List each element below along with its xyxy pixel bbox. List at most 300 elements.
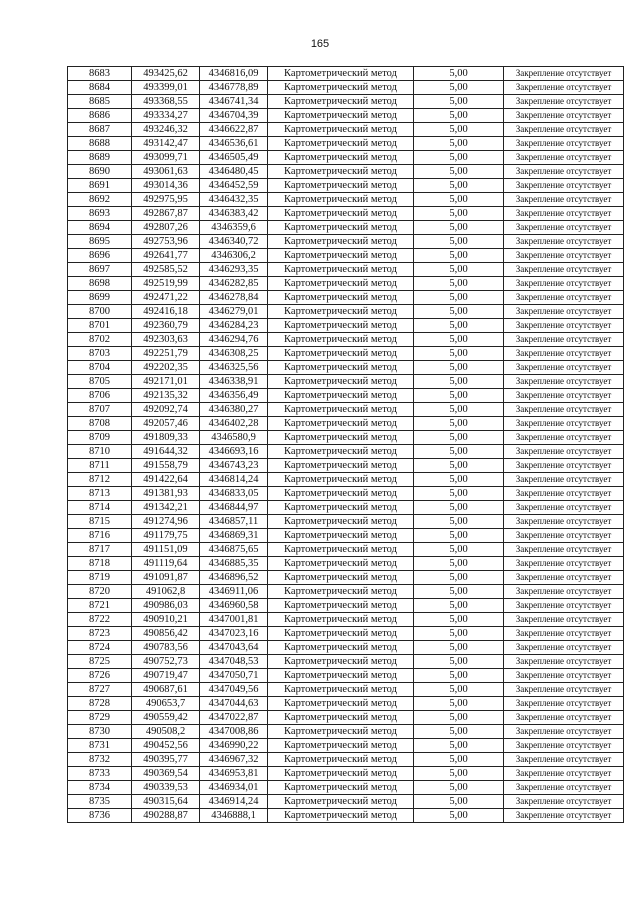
point-number-cell: 8690 <box>68 165 132 179</box>
method-cell: Картометрический метод <box>268 347 414 361</box>
x-coordinate-cell: 490452,56 <box>132 739 200 753</box>
method-cell: Картометрический метод <box>268 669 414 683</box>
fixation-cell: Закрепление отсутствует <box>504 333 624 347</box>
y-coordinate-cell: 4346294,76 <box>200 333 268 347</box>
x-coordinate-cell: 490986,03 <box>132 599 200 613</box>
table-row <box>68 697 624 711</box>
y-coordinate-cell: 4346869,31 <box>200 529 268 543</box>
y-coordinate-cell: 4347022,87 <box>200 711 268 725</box>
fixation-cell: Закрепление отсутствует <box>504 207 624 221</box>
x-coordinate-cell: 492303,63 <box>132 333 200 347</box>
accuracy-cell: 5,00 <box>414 711 504 725</box>
table-row <box>68 221 624 235</box>
y-coordinate-cell: 4346356,49 <box>200 389 268 403</box>
point-number-cell: 8708 <box>68 417 132 431</box>
x-coordinate-cell: 491809,33 <box>132 431 200 445</box>
table-row <box>68 165 624 179</box>
method-cell: Картометрический метод <box>268 641 414 655</box>
fixation-cell: Закрепление отсутствует <box>504 557 624 571</box>
method-cell: Картометрический метод <box>268 753 414 767</box>
x-coordinate-cell: 491179,75 <box>132 529 200 543</box>
y-coordinate-cell: 4346622,87 <box>200 123 268 137</box>
accuracy-cell: 5,00 <box>414 501 504 515</box>
accuracy-cell: 5,00 <box>414 767 504 781</box>
method-cell: Картометрический метод <box>268 501 414 515</box>
accuracy-cell: 5,00 <box>414 95 504 109</box>
table-row <box>68 235 624 249</box>
x-coordinate-cell: 491119,64 <box>132 557 200 571</box>
point-number-cell: 8731 <box>68 739 132 753</box>
fixation-cell: Закрепление отсутствует <box>504 291 624 305</box>
point-number-cell: 8684 <box>68 81 132 95</box>
x-coordinate-cell: 491381,93 <box>132 487 200 501</box>
accuracy-cell: 5,00 <box>414 543 504 557</box>
point-number-cell: 8729 <box>68 711 132 725</box>
method-cell: Картометрический метод <box>268 725 414 739</box>
fixation-cell: Закрепление отсутствует <box>504 305 624 319</box>
x-coordinate-cell: 491422,64 <box>132 473 200 487</box>
point-number-cell: 8717 <box>68 543 132 557</box>
accuracy-cell: 5,00 <box>414 207 504 221</box>
table-row <box>68 711 624 725</box>
accuracy-cell: 5,00 <box>414 333 504 347</box>
x-coordinate-cell: 492135,32 <box>132 389 200 403</box>
point-number-cell: 8727 <box>68 683 132 697</box>
point-number-cell: 8686 <box>68 109 132 123</box>
table-row <box>68 473 624 487</box>
x-coordinate-cell: 492057,46 <box>132 417 200 431</box>
accuracy-cell: 5,00 <box>414 529 504 543</box>
point-number-cell: 8704 <box>68 361 132 375</box>
table-row <box>68 599 624 613</box>
y-coordinate-cell: 4346814,24 <box>200 473 268 487</box>
y-coordinate-cell: 4346306,2 <box>200 249 268 263</box>
y-coordinate-cell: 4346383,42 <box>200 207 268 221</box>
y-coordinate-cell: 4346967,32 <box>200 753 268 767</box>
method-cell: Картометрический метод <box>268 613 414 627</box>
x-coordinate-cell: 492471,22 <box>132 291 200 305</box>
x-coordinate-cell: 492585,52 <box>132 263 200 277</box>
x-coordinate-cell: 492807,26 <box>132 221 200 235</box>
accuracy-cell: 5,00 <box>414 627 504 641</box>
x-coordinate-cell: 492753,96 <box>132 235 200 249</box>
y-coordinate-cell: 4346885,35 <box>200 557 268 571</box>
point-number-cell: 8687 <box>68 123 132 137</box>
accuracy-cell: 5,00 <box>414 655 504 669</box>
method-cell: Картометрический метод <box>268 683 414 697</box>
fixation-cell: Закрепление отсутствует <box>504 571 624 585</box>
table-row <box>68 207 624 221</box>
fixation-cell: Закрепление отсутствует <box>504 137 624 151</box>
x-coordinate-cell: 490719,47 <box>132 669 200 683</box>
y-coordinate-cell: 4346293,35 <box>200 263 268 277</box>
x-coordinate-cell: 493334,27 <box>132 109 200 123</box>
x-coordinate-cell: 491274,96 <box>132 515 200 529</box>
point-number-cell: 8700 <box>68 305 132 319</box>
x-coordinate-cell: 490369,54 <box>132 767 200 781</box>
table-row <box>68 515 624 529</box>
table-row <box>68 347 624 361</box>
table-row <box>68 459 624 473</box>
point-number-cell: 8696 <box>68 249 132 263</box>
fixation-cell: Закрепление отсутствует <box>504 683 624 697</box>
x-coordinate-cell: 490315,64 <box>132 795 200 809</box>
y-coordinate-cell: 4346284,23 <box>200 319 268 333</box>
x-coordinate-cell: 493246,32 <box>132 123 200 137</box>
table-row <box>68 529 624 543</box>
x-coordinate-cell: 492360,79 <box>132 319 200 333</box>
method-cell: Картометрический метод <box>268 319 414 333</box>
method-cell: Картометрический метод <box>268 179 414 193</box>
point-number-cell: 8688 <box>68 137 132 151</box>
method-cell: Картометрический метод <box>268 655 414 669</box>
table-row <box>68 739 624 753</box>
fixation-cell: Закрепление отсутствует <box>504 753 624 767</box>
method-cell: Картометрический метод <box>268 123 414 137</box>
y-coordinate-cell: 4346875,65 <box>200 543 268 557</box>
x-coordinate-cell: 490339,53 <box>132 781 200 795</box>
y-coordinate-cell: 4346359,6 <box>200 221 268 235</box>
table-row <box>68 781 624 795</box>
accuracy-cell: 5,00 <box>414 809 504 823</box>
fixation-cell: Закрепление отсутствует <box>504 389 624 403</box>
table-row <box>68 109 624 123</box>
method-cell: Картометрический метод <box>268 809 414 823</box>
x-coordinate-cell: 490910,21 <box>132 613 200 627</box>
point-number-cell: 8703 <box>68 347 132 361</box>
y-coordinate-cell: 4346934,01 <box>200 781 268 795</box>
method-cell: Картометрический метод <box>268 445 414 459</box>
y-coordinate-cell: 4346402,28 <box>200 417 268 431</box>
table-row <box>68 95 624 109</box>
x-coordinate-cell: 492975,95 <box>132 193 200 207</box>
accuracy-cell: 5,00 <box>414 739 504 753</box>
point-number-cell: 8723 <box>68 627 132 641</box>
point-number-cell: 8724 <box>68 641 132 655</box>
point-number-cell: 8706 <box>68 389 132 403</box>
point-number-cell: 8732 <box>68 753 132 767</box>
fixation-cell: Закрепление отсутствует <box>504 109 624 123</box>
table-row <box>68 179 624 193</box>
method-cell: Картометрический метод <box>268 585 414 599</box>
accuracy-cell: 5,00 <box>414 697 504 711</box>
x-coordinate-cell: 492251,79 <box>132 347 200 361</box>
fixation-cell: Закрепление отсутствует <box>504 627 624 641</box>
point-number-cell: 8719 <box>68 571 132 585</box>
table-row <box>68 445 624 459</box>
accuracy-cell: 5,00 <box>414 669 504 683</box>
method-cell: Картометрический метод <box>268 417 414 431</box>
method-cell: Картометрический метод <box>268 151 414 165</box>
accuracy-cell: 5,00 <box>414 221 504 235</box>
accuracy-cell: 5,00 <box>414 277 504 291</box>
fixation-cell: Закрепление отсутствует <box>504 529 624 543</box>
table-row <box>68 501 624 515</box>
x-coordinate-cell: 491558,79 <box>132 459 200 473</box>
table-row <box>68 67 624 81</box>
table-row <box>68 137 624 151</box>
point-number-cell: 8720 <box>68 585 132 599</box>
point-number-cell: 8693 <box>68 207 132 221</box>
table-row <box>68 543 624 557</box>
accuracy-cell: 5,00 <box>414 599 504 613</box>
accuracy-cell: 5,00 <box>414 235 504 249</box>
accuracy-cell: 5,00 <box>414 375 504 389</box>
point-number-cell: 8736 <box>68 809 132 823</box>
method-cell: Картометрический метод <box>268 221 414 235</box>
y-coordinate-cell: 4346536,61 <box>200 137 268 151</box>
table-row <box>68 613 624 627</box>
table-row <box>68 319 624 333</box>
accuracy-cell: 5,00 <box>414 291 504 305</box>
accuracy-cell: 5,00 <box>414 781 504 795</box>
table-row <box>68 151 624 165</box>
fixation-cell: Закрепление отсутствует <box>504 375 624 389</box>
point-number-cell: 8698 <box>68 277 132 291</box>
y-coordinate-cell: 4346452,59 <box>200 179 268 193</box>
table-row <box>68 767 624 781</box>
y-coordinate-cell: 4346857,11 <box>200 515 268 529</box>
x-coordinate-cell: 493399,01 <box>132 81 200 95</box>
method-cell: Картометрический метод <box>268 557 414 571</box>
fixation-cell: Закрепление отсутствует <box>504 431 624 445</box>
fixation-cell: Закрепление отсутствует <box>504 249 624 263</box>
accuracy-cell: 5,00 <box>414 459 504 473</box>
accuracy-cell: 5,00 <box>414 165 504 179</box>
method-cell: Картометрический метод <box>268 431 414 445</box>
point-number-cell: 8712 <box>68 473 132 487</box>
fixation-cell: Закрепление отсутствует <box>504 641 624 655</box>
fixation-cell: Закрепление отсутствует <box>504 459 624 473</box>
point-number-cell: 8702 <box>68 333 132 347</box>
fixation-cell: Закрепление отсутствует <box>504 739 624 753</box>
accuracy-cell: 5,00 <box>414 361 504 375</box>
y-coordinate-cell: 4347048,53 <box>200 655 268 669</box>
table-row <box>68 193 624 207</box>
method-cell: Картометрический метод <box>268 249 414 263</box>
y-coordinate-cell: 4346278,84 <box>200 291 268 305</box>
y-coordinate-cell: 4347044,63 <box>200 697 268 711</box>
y-coordinate-cell: 4346833,05 <box>200 487 268 501</box>
x-coordinate-cell: 492641,77 <box>132 249 200 263</box>
fixation-cell: Закрепление отсутствует <box>504 445 624 459</box>
accuracy-cell: 5,00 <box>414 347 504 361</box>
fixation-cell: Закрепление отсутствует <box>504 795 624 809</box>
table-row <box>68 375 624 389</box>
table-row <box>68 683 624 697</box>
table-row <box>68 361 624 375</box>
method-cell: Картометрический метод <box>268 767 414 781</box>
table-row <box>68 809 624 823</box>
y-coordinate-cell: 4347008,86 <box>200 725 268 739</box>
method-cell: Картометрический метод <box>268 627 414 641</box>
table-row <box>68 641 624 655</box>
point-number-cell: 8683 <box>68 67 132 81</box>
point-number-cell: 8695 <box>68 235 132 249</box>
point-number-cell: 8730 <box>68 725 132 739</box>
y-coordinate-cell: 4346960,58 <box>200 599 268 613</box>
method-cell: Картометрический метод <box>268 599 414 613</box>
method-cell: Картометрический метод <box>268 739 414 753</box>
y-coordinate-cell: 4346432,35 <box>200 193 268 207</box>
fixation-cell: Закрепление отсутствует <box>504 151 624 165</box>
x-coordinate-cell: 493099,71 <box>132 151 200 165</box>
fixation-cell: Закрепление отсутствует <box>504 263 624 277</box>
method-cell: Картометрический метод <box>268 263 414 277</box>
fixation-cell: Закрепление отсутствует <box>504 123 624 137</box>
fixation-cell: Закрепление отсутствует <box>504 179 624 193</box>
fixation-cell: Закрепление отсутствует <box>504 473 624 487</box>
x-coordinate-cell: 493368,55 <box>132 95 200 109</box>
x-coordinate-cell: 490752,73 <box>132 655 200 669</box>
table-row <box>68 487 624 501</box>
fixation-cell: Закрепление отсутствует <box>504 767 624 781</box>
x-coordinate-cell: 490395,77 <box>132 753 200 767</box>
x-coordinate-cell: 491342,21 <box>132 501 200 515</box>
accuracy-cell: 5,00 <box>414 725 504 739</box>
accuracy-cell: 5,00 <box>414 571 504 585</box>
accuracy-cell: 5,00 <box>414 683 504 697</box>
fixation-cell: Закрепление отсутствует <box>504 809 624 823</box>
method-cell: Картометрический метод <box>268 697 414 711</box>
fixation-cell: Закрепление отсутствует <box>504 417 624 431</box>
method-cell: Картометрический метод <box>268 403 414 417</box>
point-number-cell: 8734 <box>68 781 132 795</box>
fixation-cell: Закрепление отсутствует <box>504 711 624 725</box>
point-number-cell: 8722 <box>68 613 132 627</box>
method-cell: Картометрический метод <box>268 193 414 207</box>
method-cell: Картометрический метод <box>268 459 414 473</box>
y-coordinate-cell: 4346279,01 <box>200 305 268 319</box>
x-coordinate-cell: 490653,7 <box>132 697 200 711</box>
accuracy-cell: 5,00 <box>414 403 504 417</box>
y-coordinate-cell: 4346282,85 <box>200 277 268 291</box>
fixation-cell: Закрепление отсутствует <box>504 165 624 179</box>
point-number-cell: 8733 <box>68 767 132 781</box>
table-row <box>68 249 624 263</box>
y-coordinate-cell: 4346953,81 <box>200 767 268 781</box>
fixation-cell: Закрепление отсутствует <box>504 585 624 599</box>
accuracy-cell: 5,00 <box>414 319 504 333</box>
x-coordinate-cell: 491644,32 <box>132 445 200 459</box>
accuracy-cell: 5,00 <box>414 151 504 165</box>
point-number-cell: 8710 <box>68 445 132 459</box>
point-number-cell: 8709 <box>68 431 132 445</box>
y-coordinate-cell: 4346914,24 <box>200 795 268 809</box>
accuracy-cell: 5,00 <box>414 473 504 487</box>
method-cell: Картометрический метод <box>268 67 414 81</box>
y-coordinate-cell: 4346743,23 <box>200 459 268 473</box>
table-row <box>68 291 624 305</box>
fixation-cell: Закрепление отсутствует <box>504 599 624 613</box>
y-coordinate-cell: 4347049,56 <box>200 683 268 697</box>
y-coordinate-cell: 4346816,09 <box>200 67 268 81</box>
accuracy-cell: 5,00 <box>414 193 504 207</box>
table-row <box>68 753 624 767</box>
x-coordinate-cell: 490288,87 <box>132 809 200 823</box>
fixation-cell: Закрепление отсутствует <box>504 725 624 739</box>
fixation-cell: Закрепление отсутствует <box>504 697 624 711</box>
x-coordinate-cell: 492171,01 <box>132 375 200 389</box>
x-coordinate-cell: 493425,62 <box>132 67 200 81</box>
method-cell: Картометрический метод <box>268 473 414 487</box>
table-row <box>68 669 624 683</box>
y-coordinate-cell: 4346911,06 <box>200 585 268 599</box>
point-number-cell: 8707 <box>68 403 132 417</box>
point-number-cell: 8728 <box>68 697 132 711</box>
method-cell: Картометрический метод <box>268 529 414 543</box>
table-row <box>68 81 624 95</box>
table-row <box>68 333 624 347</box>
table-row <box>68 655 624 669</box>
fixation-cell: Закрепление отсутствует <box>504 501 624 515</box>
method-cell: Картометрический метод <box>268 235 414 249</box>
method-cell: Картометрический метод <box>268 137 414 151</box>
point-number-cell: 8697 <box>68 263 132 277</box>
fixation-cell: Закрепление отсутствует <box>504 81 624 95</box>
fixation-cell: Закрепление отсутствует <box>504 361 624 375</box>
point-number-cell: 8705 <box>68 375 132 389</box>
x-coordinate-cell: 492092,74 <box>132 403 200 417</box>
x-coordinate-cell: 492416,18 <box>132 305 200 319</box>
fixation-cell: Закрепление отсутствует <box>504 235 624 249</box>
table-row <box>68 305 624 319</box>
point-number-cell: 8692 <box>68 193 132 207</box>
x-coordinate-cell: 491151,09 <box>132 543 200 557</box>
fixation-cell: Закрепление отсутствует <box>504 669 624 683</box>
point-number-cell: 8694 <box>68 221 132 235</box>
table-row <box>68 627 624 641</box>
point-number-cell: 8715 <box>68 515 132 529</box>
accuracy-cell: 5,00 <box>414 179 504 193</box>
accuracy-cell: 5,00 <box>414 109 504 123</box>
y-coordinate-cell: 4346505,49 <box>200 151 268 165</box>
method-cell: Картометрический метод <box>268 389 414 403</box>
method-cell: Картометрический метод <box>268 95 414 109</box>
method-cell: Картометрический метод <box>268 165 414 179</box>
point-number-cell: 8685 <box>68 95 132 109</box>
x-coordinate-cell: 492867,87 <box>132 207 200 221</box>
point-number-cell: 8699 <box>68 291 132 305</box>
y-coordinate-cell: 4346325,56 <box>200 361 268 375</box>
method-cell: Картометрический метод <box>268 487 414 501</box>
method-cell: Картометрический метод <box>268 305 414 319</box>
table-row <box>68 277 624 291</box>
y-coordinate-cell: 4346704,39 <box>200 109 268 123</box>
x-coordinate-cell: 490856,42 <box>132 627 200 641</box>
table-row <box>68 263 624 277</box>
y-coordinate-cell: 4346888,1 <box>200 809 268 823</box>
table-row <box>68 403 624 417</box>
y-coordinate-cell: 4346693,16 <box>200 445 268 459</box>
method-cell: Картометрический метод <box>268 333 414 347</box>
point-number-cell: 8711 <box>68 459 132 473</box>
method-cell: Картометрический метод <box>268 291 414 305</box>
y-coordinate-cell: 4347043,64 <box>200 641 268 655</box>
point-number-cell: 8689 <box>68 151 132 165</box>
y-coordinate-cell: 4346844,97 <box>200 501 268 515</box>
x-coordinate-cell: 490508,2 <box>132 725 200 739</box>
table-row <box>68 123 624 137</box>
fixation-cell: Закрепление отсутствует <box>504 655 624 669</box>
method-cell: Картометрический метод <box>268 711 414 725</box>
x-coordinate-cell: 493061,63 <box>132 165 200 179</box>
method-cell: Картометрический метод <box>268 795 414 809</box>
point-number-cell: 8714 <box>68 501 132 515</box>
point-number-cell: 8716 <box>68 529 132 543</box>
y-coordinate-cell: 4347050,71 <box>200 669 268 683</box>
method-cell: Картометрический метод <box>268 515 414 529</box>
